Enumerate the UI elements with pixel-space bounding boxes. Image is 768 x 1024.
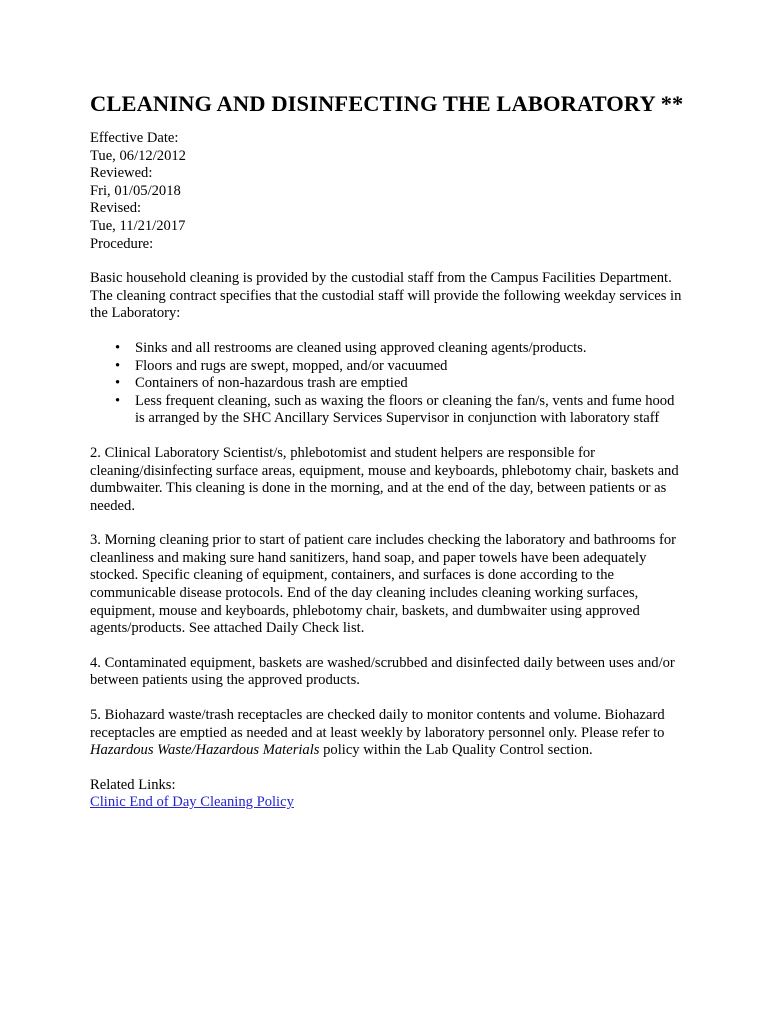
list-item <box>115 392 684 428</box>
page-title: CLEANING AND DISINFECTING THE LABORATORY ** <box>90 91 684 116</box>
paragraph-5-text: 5. Biohazard waste/trash receptacles are checked daily to monitor contents and volume. Biohazard receptacles are emptied as needed and at least weekly by laboratory personnel only. Please refer to <box>90 707 665 741</box>
bullet-icon: • <box>115 357 121 374</box>
list-item-text: Less frequent cleaning, such as waxing the floors or cleaning the fan/s, vents and fume hood is arranged by the SHC Ancillary Services Supervisor in conjunction with laboratory staff <box>135 392 675 427</box>
list-item-text: Floors and rugs are swept, mopped, and/or vacuumed <box>135 357 448 374</box>
list-item <box>115 357 684 376</box>
paragraph-5 <box>90 707 684 760</box>
procedure-label: Procedure: <box>90 235 154 252</box>
revised-label: Revised: <box>90 200 142 217</box>
list-item <box>115 339 684 358</box>
hazardous-materials-policy-title: Hazardous Waste/Hazardous Materials <box>90 742 320 759</box>
services-list <box>90 340 684 428</box>
paragraph-5-text-end: policy within the Lab Quality Control section. <box>319 742 593 759</box>
related-links <box>90 777 684 812</box>
effective-date-label: Effective Date: <box>90 130 179 146</box>
revised-value: Tue, 11/21/2017 <box>90 217 186 234</box>
document-metadata <box>90 130 684 253</box>
intro-paragraph: Basic household cleaning is provided by the custodial staff from the Campus Facilities Department. The cleaning contract specifies that the custodial staff will provide the following weekday services in the Laboratory: <box>90 270 682 322</box>
list-item-text: Sinks and all restrooms are cleaned using approved cleaning agents/products. <box>135 339 587 356</box>
bullet-icon: • <box>115 392 121 409</box>
related-links-label: Related Links: <box>90 776 176 793</box>
bullet-icon: • <box>115 339 121 356</box>
paragraph-2: 2. Clinical Laboratory Scientist/s, phlebotomist and student helpers are responsible for cleaning/disinfecting surface areas, equipment, mouse and keyboards, phlebotomy chair, baskets and dumbwaiter. This cleaning is done in the morning, and at the end of the day, between patients or as needed. <box>90 444 679 514</box>
list-item-text: Containers of non-hazardous trash are emptied <box>135 375 408 392</box>
paragraph-3: 3. Morning cleaning prior to start of patient care includes checking the laboratory and bathrooms for cleanliness and making sure hand sanitizers, hand soap, and paper towels have been adequately stocked. Specific cleaning of equipment, containers, and surfaces is done according to the communicable disease protocols. End of the day cleaning includes cleaning working surfaces, equipment, mouse and keyboards, phlebotomy chair, baskets, and dumbwaiter using approved agents/products. See attached Daily Check list. <box>90 532 676 637</box>
list-item <box>115 375 684 393</box>
effective-date-value: Tue, 06/12/2012 <box>90 147 186 164</box>
reviewed-label: Reviewed: <box>90 165 153 182</box>
paragraph-4: 4. Contaminated equipment, baskets are washed/scrubbed and disinfected daily between uses and/or between patients using the approved products. <box>90 654 675 689</box>
clinic-cleaning-policy-link[interactable]: Clinic End of Day Cleaning Policy <box>90 794 294 811</box>
reviewed-value: Fri, 01/05/2018 <box>90 182 181 199</box>
bullet-icon: • <box>115 375 121 392</box>
